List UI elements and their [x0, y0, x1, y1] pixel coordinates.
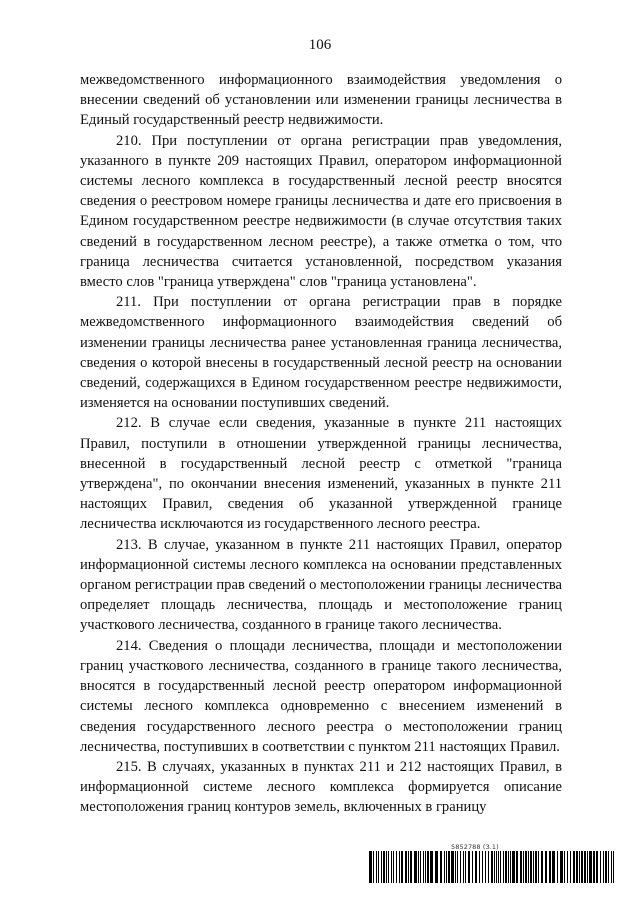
paragraph-211: 211. При поступлении от органа регистрации прав в порядке межведомственного информационного взаимодействия сведений об изменении границы лесничества ранее установленная граница лесничества, сведения о которой внесены в государственный лесной реестр на основании сведений, содержащихся в Едином государственном реестре недвижимости, изменяется на основании поступивших сведений.: [80, 294, 562, 412]
document-code: 5852788 (3.1): [451, 843, 499, 851]
paragraph-215: 215. В случаях, указанных в пунктах 211 и 212 настоящих Правил, в информационной системе лесного комплекса формируется описание местоположения границ контуров земель, включенных в границу: [80, 758, 562, 816]
paragraph-213: 213. В случае, указанном в пункте 211 настоящих Правил, оператор информационной системы лесного комплекса на основании представленных органом регистрации прав сведений о местоположении границы лесничества определяет площадь лесничества, площадь и местоположение границ участкового лесничества, созданного в границе такого лесничества.: [80, 536, 562, 634]
document-body: [80, 70, 562, 818]
paragraph-214: 214. Сведения о площади лесничества, площади и местоположении границ участкового лесничества, созданного в границе такого лесничества, вносятся в государственный лесной реестр оператором информационной системы лесного комплекса одновременно с внесением изменений в сведения государственного лесного реестра о местоположении границ лесничества, поступивших в соответствии с пунктом 211 настоящих Правил.: [80, 637, 562, 755]
paragraph-210: 210. При поступлении от органа регистрации прав уведомления, указанного в пункте 209 настоящих Правил, оператором информационной системы лесного комплекса в государственный лесной реестр вносятся сведения о реестровом номере границы лесничества и дате его присвоения в Едином государственном реестре недвижимости (в случае отсутствия таких сведений в государственном лесном реестре), а также отметка о том, что граница лесничества считается установленной, посредством указания вместо слов "граница утверждена" слов "граница установлена".: [80, 132, 562, 291]
page-number: 106: [308, 37, 332, 53]
barcode-image: [369, 851, 615, 883]
paragraph-212: 212. В случае если сведения, указанные в пункте 211 настоящих Правил, поступили в отношении утвержденной границы лесничества, внесенной в государственный лесной реестр с отметкой "граница утверждена", по окончании внесения изменений, указанных в пункте 211 настоящих Правил, сведения об указанной утвержденной границе лесничества исключаются из государственного лесного реестра.: [80, 415, 562, 533]
paragraph-continuation: межведомственного информационного взаимодействия уведомления о внесении сведений об установлении или изменении границы лесничества в Единый государственный реестр недвижимости.: [80, 72, 562, 129]
